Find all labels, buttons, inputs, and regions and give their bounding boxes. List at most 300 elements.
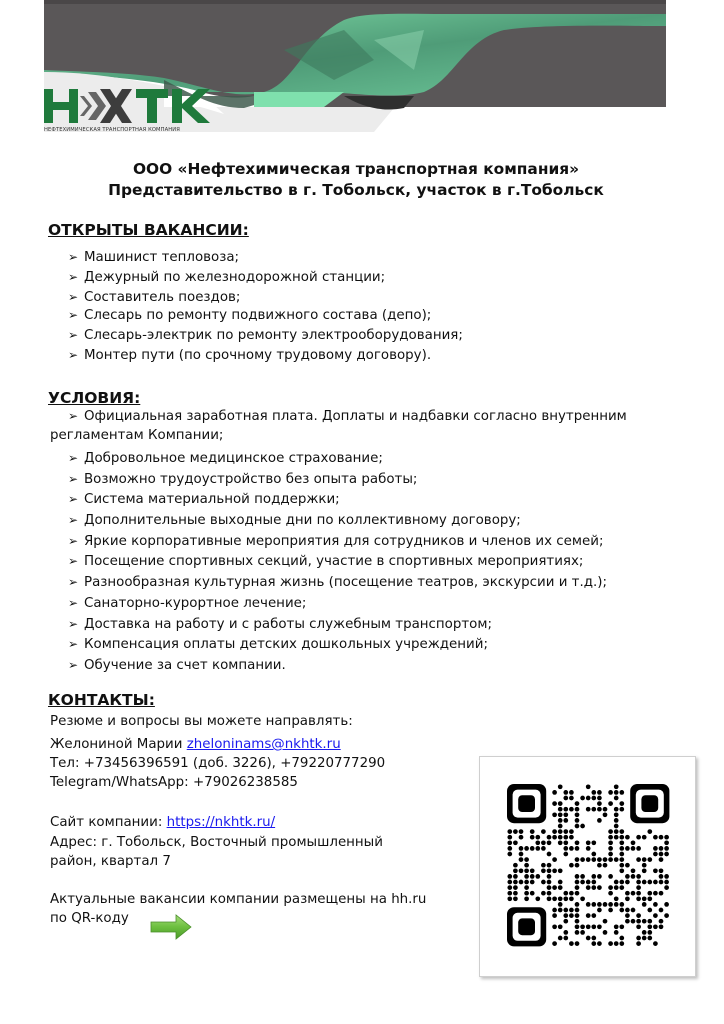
qr-module [513, 880, 518, 885]
bullet-arrow-icon: ➢ [68, 554, 79, 569]
qr-module [563, 812, 568, 817]
qr-module [563, 913, 568, 918]
bullet-arrow-icon: ➢ [68, 492, 79, 507]
qr-module [664, 840, 669, 845]
qr-finder-pattern [518, 795, 535, 812]
qr-module [636, 874, 641, 879]
qr-module [575, 818, 580, 823]
qr-module [558, 880, 563, 885]
bullet-arrow-icon: ➢ [68, 409, 79, 423]
qr-module [513, 829, 518, 834]
bullet-arrow-icon: ➢ [68, 290, 79, 304]
qr-module [664, 835, 669, 840]
site-link[interactable]: https://nkhtk.ru/ [166, 815, 276, 830]
qr-module [575, 874, 580, 879]
qr-module [619, 908, 624, 913]
email-link[interactable]: zheloninams@nkhtk.ru [186, 737, 341, 752]
qr-module [619, 846, 624, 851]
qr-module [631, 891, 636, 896]
qr-module [552, 868, 557, 873]
qr-module [524, 885, 529, 890]
qr-module [608, 829, 613, 834]
qr-module [580, 924, 585, 929]
qr-module [608, 874, 613, 879]
qr-module [642, 880, 647, 885]
qr-finder-pattern [518, 918, 535, 935]
conditions-heading: УСЛОВИЯ: [48, 389, 141, 407]
qr-module [642, 930, 647, 935]
qr-module [614, 896, 619, 901]
qr-module [558, 908, 563, 913]
qr-module [625, 908, 630, 913]
qr-module [519, 880, 524, 885]
qr-module [653, 846, 658, 851]
qr-module [597, 857, 602, 862]
contact-person: Желониной Марии [50, 737, 183, 752]
qr-module [563, 835, 568, 840]
qr-module [591, 852, 596, 857]
qr-module [619, 880, 624, 885]
qr-module [541, 840, 546, 845]
qr-module [586, 840, 591, 845]
qr-module [653, 941, 658, 946]
qr-module [552, 908, 557, 913]
qr-module [591, 924, 596, 929]
qr-module [642, 835, 647, 840]
qr-module [619, 885, 624, 890]
qr-module [580, 880, 585, 885]
qr-module [586, 796, 591, 801]
qr-module [664, 902, 669, 907]
qr-module [608, 835, 613, 840]
qr-module [575, 812, 580, 817]
qr-module [591, 840, 596, 845]
qr-module [507, 891, 512, 896]
qr-module [603, 930, 608, 935]
qr-module [569, 891, 574, 896]
qr-module [586, 885, 591, 890]
vacancy-item: ➢ Слесарь-электрик по ремонту электрооборудования; [68, 328, 463, 343]
qr-module [597, 818, 602, 823]
qr-module [552, 835, 557, 840]
qr-module [569, 908, 574, 913]
qr-module [547, 840, 552, 845]
qr-module [603, 902, 608, 907]
qr-module [563, 852, 568, 857]
qr-module [664, 846, 669, 851]
qr-module [659, 919, 664, 924]
qr-module [608, 846, 613, 851]
vacancies-list [68, 248, 463, 366]
qr-module [575, 941, 580, 946]
qr-module [653, 880, 658, 885]
qr-module [653, 868, 658, 873]
qr-module [541, 880, 546, 885]
qr-module [575, 880, 580, 885]
qr-module [619, 857, 624, 862]
qr-module [558, 840, 563, 845]
qr-module [575, 908, 580, 913]
qr-module [597, 902, 602, 907]
qr-module [608, 902, 613, 907]
qr-module [586, 807, 591, 812]
qr-module [563, 936, 568, 941]
qr-module [597, 801, 602, 806]
qr-module [535, 874, 540, 879]
qr-module [659, 908, 664, 913]
qr-module [664, 852, 669, 857]
qr-module [625, 919, 630, 924]
qr-module [563, 796, 568, 801]
qr-module [558, 896, 563, 901]
qr-module [597, 807, 602, 812]
qr-module [597, 790, 602, 795]
qr-code-card[interactable] [479, 756, 696, 977]
bullet-arrow-icon: ➢ [68, 270, 79, 284]
qr-module [608, 908, 613, 913]
qr-module [513, 896, 518, 901]
qr-module [563, 829, 568, 834]
qr-module [563, 807, 568, 812]
qr-module [642, 857, 647, 862]
qr-module [664, 880, 669, 885]
qr-module [625, 891, 630, 896]
qr-module [569, 941, 574, 946]
qr-module [619, 840, 624, 845]
qr-module [591, 790, 596, 795]
qr-module [625, 846, 630, 851]
qr-module [552, 885, 557, 890]
contacts-intro: Резюме и вопросы вы можете направлять: [50, 714, 353, 729]
qr-module [535, 835, 540, 840]
vacancy-item: ➢ Слесарь по ремонту подвижного состава (депо); [68, 308, 432, 323]
qr-module [614, 880, 619, 885]
qr-module [541, 829, 546, 834]
qr-module [519, 846, 524, 851]
qr-module [563, 930, 568, 935]
qr-module [569, 846, 574, 851]
bullet-arrow-icon: ➢ [68, 595, 79, 610]
bullet-arrow-icon: ➢ [68, 250, 79, 264]
qr-module [519, 868, 524, 873]
condition-item-continuation: регламентам Компании; [50, 428, 224, 443]
qr-module [619, 902, 624, 907]
qr-module [659, 924, 664, 929]
qr-module [524, 863, 529, 868]
qr-module [586, 784, 591, 789]
qr-module [547, 891, 552, 896]
qr-module [569, 913, 574, 918]
qr-module [653, 852, 658, 857]
qr-module [524, 846, 529, 851]
qr-module [608, 885, 613, 890]
qr-module [653, 924, 658, 929]
qr-module [614, 885, 619, 890]
qr-module [547, 880, 552, 885]
qr-module [636, 880, 641, 885]
conditions-list [68, 449, 607, 677]
qr-module [625, 896, 630, 901]
qr-module [608, 840, 613, 845]
qr-module [563, 919, 568, 924]
qr-module [636, 936, 641, 941]
qr-module [575, 863, 580, 868]
qr-module [519, 852, 524, 857]
qr-module [591, 885, 596, 890]
qr-module [625, 874, 630, 879]
qr-module [591, 796, 596, 801]
qr-module [547, 874, 552, 879]
qr-module [552, 812, 557, 817]
qr-module [659, 874, 664, 879]
qr-module [636, 924, 641, 929]
qr-module [647, 930, 652, 935]
qr-module [580, 857, 585, 862]
condition-item: ➢ Обучение за счет компании. [68, 657, 286, 673]
qr-module [619, 924, 624, 929]
qr-module [575, 885, 580, 890]
qr-module [552, 801, 557, 806]
qr-module [614, 796, 619, 801]
qr-module [552, 896, 557, 901]
qr-module [558, 835, 563, 840]
hh-note-line-2: по QR-коду [50, 911, 129, 926]
qr-module [552, 913, 557, 918]
qr-module [558, 818, 563, 823]
qr-module [575, 807, 580, 812]
qr-module [603, 812, 608, 817]
qr-module [659, 852, 664, 857]
bullet-arrow-icon: ➢ [68, 575, 79, 590]
qr-finder-pattern [641, 795, 658, 812]
qr-module [563, 896, 568, 901]
qr-module [631, 868, 636, 873]
qr-module [519, 857, 524, 862]
qr-module [614, 824, 619, 829]
qr-module [664, 885, 669, 890]
bullet-arrow-icon: ➢ [68, 308, 79, 322]
qr-module [614, 812, 619, 817]
qr-module [659, 846, 664, 851]
qr-module [642, 936, 647, 941]
qr-module [507, 840, 512, 845]
condition-item: ➢ Разнообразная культурная жизнь (посещение театров, экскурсии и т.д.); [68, 575, 607, 591]
qr-module [513, 868, 518, 873]
qr-module [558, 936, 563, 941]
qr-module [552, 857, 557, 862]
qr-module [642, 902, 647, 907]
qr-module [530, 829, 535, 834]
qr-module [586, 936, 591, 941]
qr-module [513, 891, 518, 896]
hh-note-line-1: Актуальные вакансии компании размещены на hh.ru [50, 892, 427, 907]
qr-module [664, 913, 669, 918]
qr-module [547, 863, 552, 868]
qr-module [647, 936, 652, 941]
qr-module [647, 829, 652, 834]
qr-module [631, 846, 636, 851]
qr-module [569, 896, 574, 901]
qr-module [636, 846, 641, 851]
bullet-arrow-icon: ➢ [68, 513, 79, 528]
qr-module [580, 824, 585, 829]
condition-item: ➢ Система материальной поддержки; [68, 492, 340, 508]
qr-module [552, 790, 557, 795]
qr-module [636, 835, 641, 840]
condition-item: ➢ Санаторно-курортное лечение; [68, 595, 307, 611]
qr-module [507, 852, 512, 857]
qr-module [597, 863, 602, 868]
bullet-arrow-icon: ➢ [68, 328, 79, 342]
qr-module [614, 784, 619, 789]
qr-module [591, 936, 596, 941]
qr-module [597, 924, 602, 929]
qr-module [558, 801, 563, 806]
qr-module [591, 902, 596, 907]
qr-module [636, 919, 641, 924]
vacancy-item: ➢ Составитель поездов; [68, 290, 241, 305]
logo-subtitle: НЕФТЕХИМИЧЕСКАЯ ТРАНСПОРТНАЯ КОМПАНИЯ [44, 127, 180, 133]
qr-module [659, 880, 664, 885]
qr-module [614, 835, 619, 840]
qr-module [541, 863, 546, 868]
site-label: Сайт компании: [50, 815, 163, 830]
qr-module [614, 857, 619, 862]
qr-module [642, 868, 647, 873]
qr-module [530, 846, 535, 851]
qr-module [580, 796, 585, 801]
bullet-arrow-icon: ➢ [68, 637, 79, 652]
qr-module [614, 941, 619, 946]
qr-module [547, 896, 552, 901]
qr-module [625, 913, 630, 918]
qr-module [575, 924, 580, 929]
qr-module [603, 863, 608, 868]
qr-module [558, 902, 563, 907]
contact-phone: Тел: +73456396591 (доб. 3226), +79220777290 [50, 756, 386, 771]
qr-module [547, 885, 552, 890]
qr-module [631, 840, 636, 845]
qr-module [647, 891, 652, 896]
qr-module [580, 874, 585, 879]
qr-module [563, 790, 568, 795]
qr-module [614, 807, 619, 812]
qr-module [642, 863, 647, 868]
qr-module [642, 919, 647, 924]
address-line-2: район, квартал 7 [50, 854, 171, 869]
qr-module [653, 913, 658, 918]
qr-module [507, 846, 512, 851]
bullet-arrow-icon: ➢ [68, 657, 79, 672]
qr-module [591, 880, 596, 885]
qr-module [575, 919, 580, 924]
qr-module [586, 902, 591, 907]
qr-module [647, 896, 652, 901]
qr-module [519, 835, 524, 840]
qr-module [524, 891, 529, 896]
qr-module [569, 829, 574, 834]
qr-module [597, 796, 602, 801]
qr-module [575, 902, 580, 907]
qr-module [530, 835, 535, 840]
qr-module [597, 908, 602, 913]
qr-module [513, 874, 518, 879]
qr-module [614, 902, 619, 907]
condition-item: ➢ Официальная заработная плата. Доплаты и надбавки согласно внутренним [68, 409, 627, 424]
qr-module [563, 908, 568, 913]
qr-module [619, 941, 624, 946]
office-location: Представительство в г. Тобольск, участок в г.Тобольск [108, 181, 604, 199]
qr-module [507, 829, 512, 834]
qr-module [569, 796, 574, 801]
qr-module [575, 824, 580, 829]
qr-module [614, 818, 619, 823]
qr-module [575, 891, 580, 896]
qr-module [614, 924, 619, 929]
qr-module [558, 824, 563, 829]
qr-module [597, 941, 602, 946]
qr-module [631, 874, 636, 879]
qr-module [575, 930, 580, 935]
qr-module [647, 919, 652, 924]
qr-module [507, 835, 512, 840]
qr-module [580, 896, 585, 901]
qr-module [524, 857, 529, 862]
qr-module [563, 846, 568, 851]
qr-module [558, 807, 563, 812]
qr-module [569, 835, 574, 840]
address-line-1: Адрес: г. Тобольск, Восточный промышленный [50, 835, 383, 850]
qr-module [614, 829, 619, 834]
qr-code-icon[interactable] [480, 757, 695, 976]
qr-module [647, 857, 652, 862]
qr-module [513, 885, 518, 890]
qr-module [591, 941, 596, 946]
condition-item: ➢ Возможно трудоустройство без опыта работы; [68, 471, 418, 487]
qr-module [619, 835, 624, 840]
qr-module [653, 902, 658, 907]
qr-module [625, 863, 630, 868]
arrow-right-icon [150, 914, 192, 940]
qr-module [552, 829, 557, 834]
vacancy-item: ➢ Монтер пути (по срочному трудовому договору). [68, 348, 432, 363]
qr-module [625, 880, 630, 885]
condition-item: ➢ Доставка на работу и с работы служебным транспортом; [68, 616, 492, 632]
qr-module [530, 874, 535, 879]
qr-module [586, 913, 591, 918]
company-logo [44, 86, 214, 132]
qr-module [619, 829, 624, 834]
qr-module [507, 885, 512, 890]
qr-module [547, 852, 552, 857]
contact-person-line [50, 737, 341, 752]
qr-module [608, 852, 613, 857]
bullet-arrow-icon: ➢ [68, 348, 79, 362]
qr-module [569, 790, 574, 795]
qr-module [513, 863, 518, 868]
qr-module [541, 891, 546, 896]
qr-module [614, 930, 619, 935]
vacancy-item: ➢ Машинист тепловоза; [68, 250, 240, 265]
qr-module [659, 835, 664, 840]
qr-module [603, 857, 608, 862]
qr-module [636, 885, 641, 890]
qr-module [535, 896, 540, 901]
qr-module [535, 846, 540, 851]
qr-module [530, 891, 535, 896]
condition-item: ➢ Посещение спортивных секций, участие в спортивных мероприятиях; [68, 554, 584, 570]
qr-module [603, 919, 608, 924]
